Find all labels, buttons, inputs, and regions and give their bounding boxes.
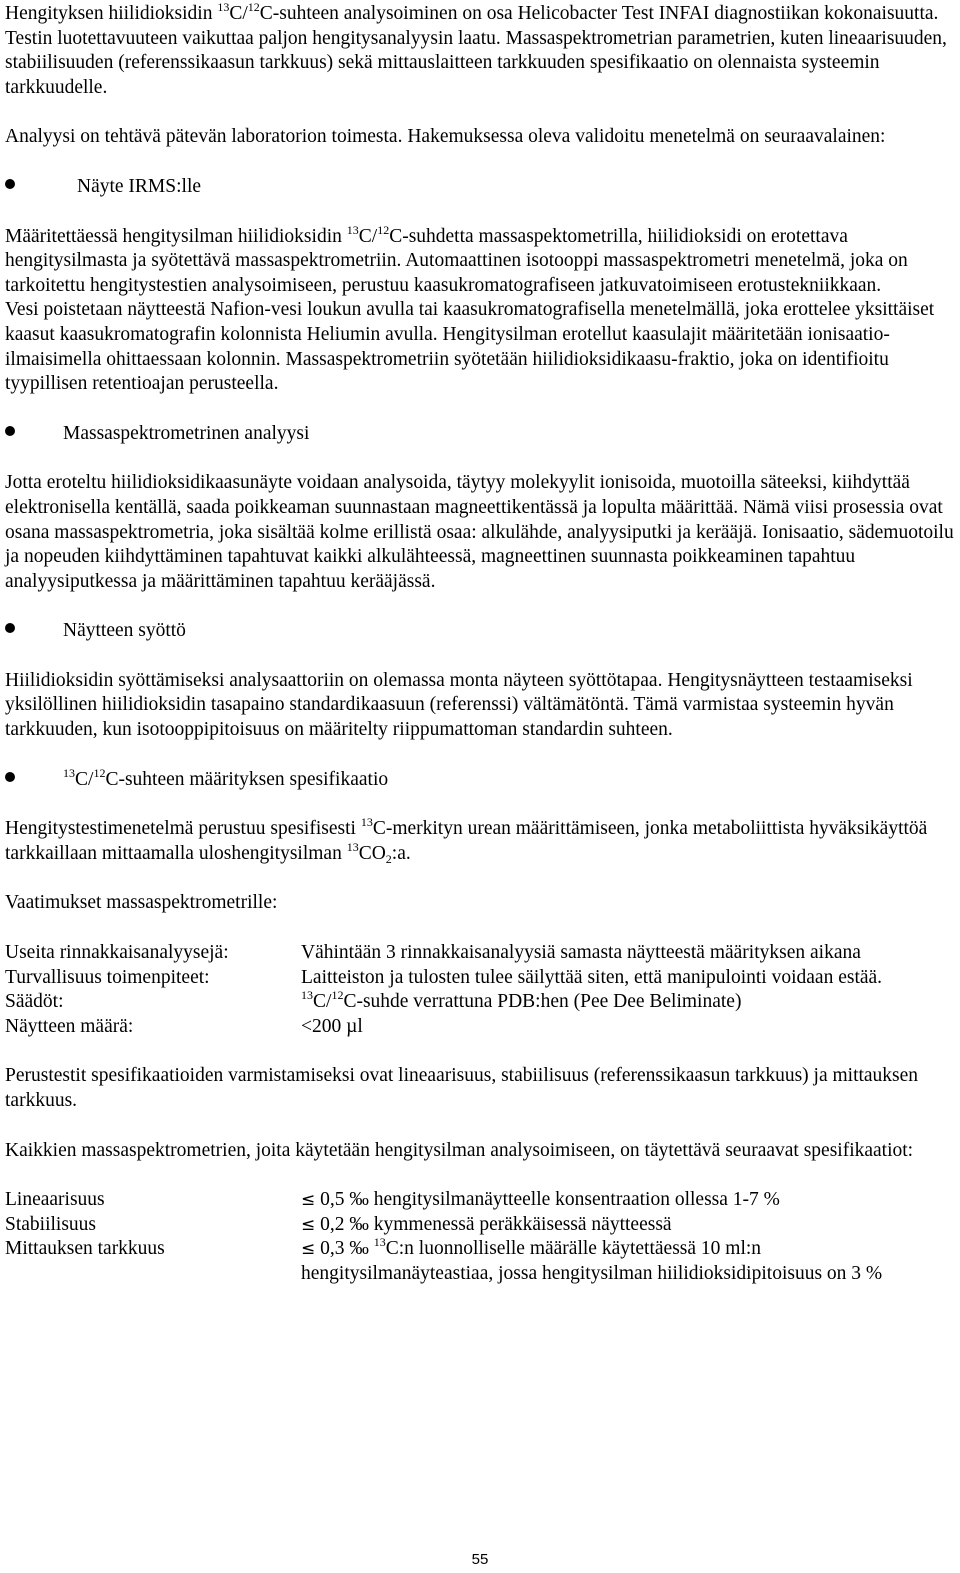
base-tests-paragraph: Perustestit spesifikaatioiden varmistamiseksi ovat lineaarisuus, stabiilisuus (referenssikaasun tarkkuus) ja mittauksen tarkkuus.	[5, 1065, 919, 1111]
document-page	[5, 2, 957, 1287]
spec-value: ≤ 0,5 ‰ hengitysilmanäytteelle konsentraation ollessa 1-7 %	[301, 1189, 780, 1211]
bullet-feed	[5, 619, 957, 644]
page-number: 55	[471, 1551, 489, 1568]
bullet-spec	[5, 765, 957, 793]
ms-paragraph: Jotta eroteltu hiilidioksidikaasunäyte voidaan analysoida, täytyy molekyylit ionisoida, muotoilla säteeksi, kiihdyttää elektronisella kentällä, saada poikkeaman suunnastaan magneettikentässä ja lopulta määrittää. Nämä viisi prosessia ovat osana massaspektrometria, joka sisältää kolme erillistä osaa: alkulähde, analyysiputki ja kerääjä. Ionisaatio, sädemuotoilu ja nopeuden kiihdyttäminen tapahtuvat kaikki alkulähteessä, magneettinen suunnasta poikkeaminen tapahtuu analyysiputkessa ja määrittäminen tapahtuu kerääjässä.	[5, 472, 954, 592]
section-heading: Näyte IRMS:lle	[77, 175, 202, 197]
section-heading: Massaspektrometrinen analyysi	[63, 422, 310, 444]
spec-label: Mittauksen tarkkuus	[5, 1238, 165, 1260]
bullet-icon	[5, 772, 15, 782]
section-heading: $^{13}$C/$^{12}$C-suhteen määrityksen spesifikaatio	[63, 765, 389, 790]
bullet-icon	[5, 426, 15, 436]
specs-table	[5, 1188, 957, 1286]
requirement-label: Useita rinnakkaisanalyysejä:	[5, 942, 229, 964]
irms-paragraph-2: Vesi poistetaan näytteestä Nafion-vesi loukun avulla tai kaasukromatografisella menetelmällä, joka erottelee yksittäiset kaasut kaasukromatografin kolonnista Heliumin avulla. Hengitysilman erotellut kaasulajit määritetään ionisaatio-ilmaisimella ohittaessaan kolonnin. Massaspektrometriin syötetään hiilidioksidikaasu-fraktio, joka on identifioitu tyypillisen retentioajan perusteella.	[5, 299, 935, 395]
requirement-label: Näytteen määrä:	[5, 1015, 134, 1037]
requirement-value: <200 µl	[301, 1015, 363, 1037]
bullet-irms	[5, 175, 957, 200]
spec-label: Stabiilisuus	[5, 1213, 97, 1235]
spec-paragraph: Hengitystestimenetelmä perustuu spesifisesti $^{13}$C-merkityn urean määrittämiseen, jonka metaboliittista hyväksikäyttöä tarkkaillaan mittaamalla uloshengitysilman $^{13}CO_2:a$.	[5, 815, 928, 866]
requirement-label: Turvallisuus toimenpiteet:	[5, 966, 210, 988]
all-ms-paragraph: Kaikkien massaspektrometrien, joita käytetään hengitysilman analysoimiseen, on täytettävä seuraavat spesifikaatiot:	[5, 1139, 914, 1161]
spec-value: ≤ 0,2 ‰ kymmenessä peräkkäisessä näytteessä	[301, 1213, 672, 1235]
irms-paragraph-1: Määritettäessä hengitysilman hiilidioksidin $^{13}$C/$^{12}$C-suhdetta massaspektometrilla, hiilidioksidi on erotettava hengitysilmasta ja syötettävä massaspektrometriin. Automaattinen isotooppi massaspektrometri menetelmä, joka on tarkoitettu hengitystestien analysoimiseen, perustuu kaasukromatografiseen jatkuvatoimiseen erotustekniikkaan.	[5, 222, 908, 296]
bullet-icon	[5, 179, 15, 189]
requirement-value: Laitteiston ja tulosten tulee säilyttää siten, että manipulointi voidaan estää.	[301, 966, 883, 988]
bullet-icon	[5, 623, 15, 633]
requirements-title: Vaatimukset massaspektrometrille:	[5, 892, 278, 914]
requirement-value: $^{13}$C/$^{12}$C-suhde verrattuna PDB:hen (Pee Dee Beliminate)	[301, 988, 742, 1013]
feed-paragraph: Hiilidioksidin syöttämiseksi analysaattoriin on olemassa monta näyteen syöttötapaa. Hengitysnäytteen testaamiseksi yksilöllinen hiilidioksidin tasapaino standardikaasuun (referenssi) vältämätöntä. Tämä varmistaa systeemin hyvän tarkkuuden, kun isotooppipitoisuus on määritelty riippumattoman standardin suhteen.	[5, 669, 913, 741]
spec-label: Lineaarisuus	[5, 1189, 105, 1211]
lab-paragraph: Analyysi on tehtävä pätevän laboratorion toimesta. Hakemuksessa oleva validoitu menetelmä on seuraavalainen:	[5, 126, 886, 148]
bullet-ms	[5, 422, 957, 447]
requirement-label: Säädöt:	[5, 991, 64, 1013]
intro-paragraph: Hengityksen hiilidioksidin $^{13}$C/$^{12}$C-suhteen analysoiminen on osa Helicobacter Test INFAI diagnostiikan kokonaisuutta. Testin luotettavuuteen vaikuttaa paljon hengitysanalyysin laatu. Massaspektrometrian parametrien, kuten lineaarisuuden, stabiilisuuden (referenssikaasun tarkkuus) sekä mittauslaitteen tarkkuuden spesifikaatio on olennaista systeemin tarkkuudelle.	[5, 0, 947, 98]
spec-value: ≤ 0,3 ‰ $^{13}$C:n luonnolliselle määrälle käytettäessä 10 ml:n hengitysilmanäyteastiaa, jossa hengitysilman hiilidioksidipitoisuus on 3 %	[301, 1235, 883, 1284]
section-heading: Näytteen syöttö	[63, 620, 186, 642]
requirement-value: Vähintään 3 rinnakkaisanalyysiä samasta näytteestä määrityksen aikana	[301, 942, 861, 964]
requirements-table	[5, 941, 957, 1039]
